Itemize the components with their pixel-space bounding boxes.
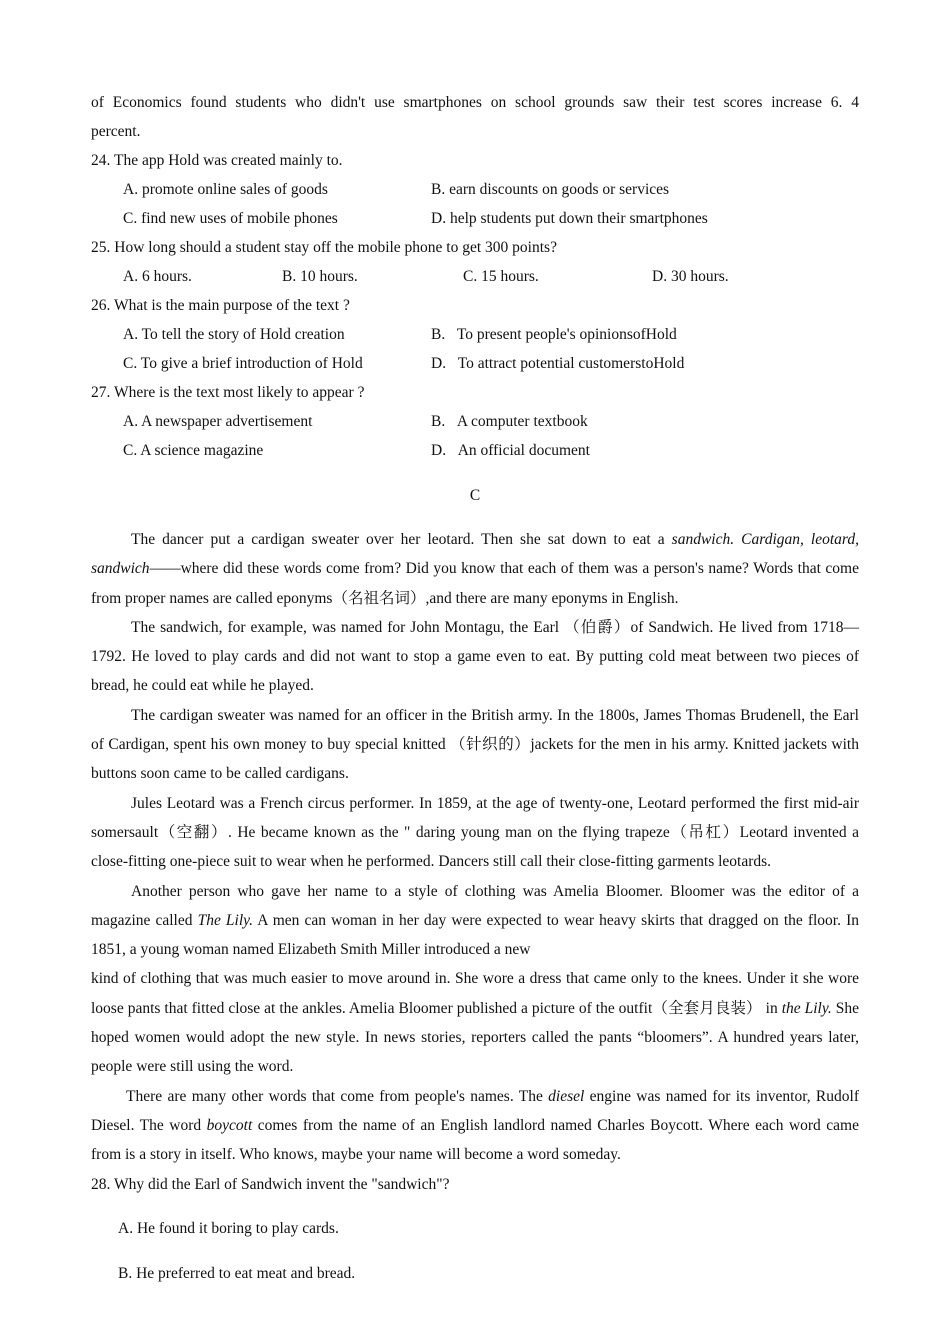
passage-paragraph-1: The dancer put a cardigan sweater over her leotard. Then she sat down to eat a sandwich. Cardigan, leotard, sandwich——where did these words come from? Did you know that each of them was a person's name? Words that come from proper names are called eponyms（名祖名词）,and there are many eponyms in English. — [91, 531, 859, 607]
question-26-option-d[interactable]: D. To attract potential customerstoHold — [431, 355, 685, 372]
question-26-stem: 26. What is the main purpose of the text ? — [91, 297, 350, 314]
question-24-option-d[interactable]: D. help students put down their smartphones — [431, 210, 708, 227]
question-28-option-b[interactable]: B. He preferred to eat meat and bread. — [118, 1264, 356, 1282]
section-heading-c: C — [469, 486, 481, 504]
document-page — [91, 88, 859, 1303]
intro-line-1: of Economics found students who didn't use smartphones on school grounds saw their test scores increase 6. 4 — [91, 94, 859, 111]
question-28-stem: 28. Why did the Earl of Sandwich invent the "sandwich"? — [91, 1175, 450, 1193]
question-28-option-a[interactable]: A. He found it boring to play cards. — [118, 1220, 339, 1238]
question-24-stem: 24. The app Hold was created mainly to. — [91, 152, 343, 169]
question-26-options-row-1 — [91, 320, 859, 349]
passage-paragraph-2: The sandwich, for example, was named for John Montagu, the Earl （伯爵）of Sandwich. He lived from 1718—1792. He loved to play cards and did not want to stop a game even to eat. By putting cold meat between two pieces of bread, he could eat while he played. — [91, 618, 859, 695]
question-27-stem: 27. Where is the text most likely to appear ? — [91, 384, 365, 401]
passage-paragraph-3: The cardigan sweater was named for an officer in the British army. In the 1800s, James Thomas Brudenell, the Earl of Cardigan, spent his own money to buy special knitted （针织的）jackets for the men in his army. Knitted jackets with buttons soon came to be called cardigans. — [91, 706, 859, 783]
question-27-options-row-2 — [91, 436, 859, 465]
question-27-option-d[interactable]: D. An official document — [431, 442, 590, 459]
question-25-option-d[interactable]: D. 30 hours. — [652, 268, 729, 285]
question-26-option-b[interactable]: B. To present people's opinionsofHold — [431, 326, 677, 343]
question-25-option-c[interactable]: C. 15 hours. — [463, 268, 539, 285]
passage-paragraph-6: kind of clothing that was much easier to move around in. She wore a dress that came only to the knees. Under it she wore loose pants that fitted close at the ankles. Amelia Bloomer published a picture of the outfit（全套月良装） in the Lily. She hoped women would adopt the new style. In news stories, reporters called the pants “bloomers”. A hundred years later, people were still using the word. — [91, 970, 860, 1076]
passage-paragraph-7: There are many other words that come from people's names. The diesel engine was named for its inventor, Rudolf Diesel. The word boycott comes from the name of an English landlord named Charles Boycott. Where each word came from is a story in itself. Who knows, maybe your name will become a word someday. — [91, 1087, 859, 1164]
passage-paragraph-4: Jules Leotard was a French circus performer. In 1859, at the age of twenty-one, Leotard performed the first mid-air somersault（空翻）. He became known as the " daring young man on the flying trapeze（吊杠）Leotard invented a close-fitting one-piece suit to wear when he performed. Dancers still call their close-fitting garments leotards. — [91, 794, 859, 871]
question-25-option-a[interactable]: A. 6 hours. — [123, 268, 192, 285]
passage-paragraph-5: Another person who gave her name to a style of clothing was Amelia Bloomer. Bloomer was the editor of a magazine called The Lily. A men can woman in her day were expected to wear heavy skirts that dragged on the floor. In 1851, a young woman named Elizabeth Smith Miller introduced a new — [91, 882, 859, 959]
question-25-stem: 25. How long should a student stay off the mobile phone to get 300 points? — [91, 239, 557, 256]
question-25-options-row — [91, 262, 859, 291]
question-24-option-b[interactable]: B. earn discounts on goods or services — [431, 181, 670, 198]
question-27-options-row-1 — [91, 407, 859, 436]
question-27-option-a[interactable]: A. A newspaper advertisement — [123, 413, 313, 430]
question-24-options-row-2 — [91, 204, 859, 233]
question-26-options-row-2 — [91, 349, 859, 378]
question-26-option-c[interactable]: C. To give a brief introduction of Hold — [123, 355, 363, 372]
question-27-option-b[interactable]: B. A computer textbook — [431, 413, 588, 430]
question-24-option-c[interactable]: C. find new uses of mobile phones — [123, 210, 338, 227]
question-24-options-row-1 — [91, 175, 859, 204]
question-26-option-a[interactable]: A. To tell the story of Hold creation — [123, 326, 345, 343]
question-25-option-b[interactable]: B. 10 hours. — [282, 268, 358, 285]
question-27-option-c[interactable]: C. A science magazine — [123, 442, 264, 459]
intro-line-2: percent. — [91, 123, 141, 140]
question-24-option-a[interactable]: A. promote online sales of goods — [123, 181, 328, 198]
